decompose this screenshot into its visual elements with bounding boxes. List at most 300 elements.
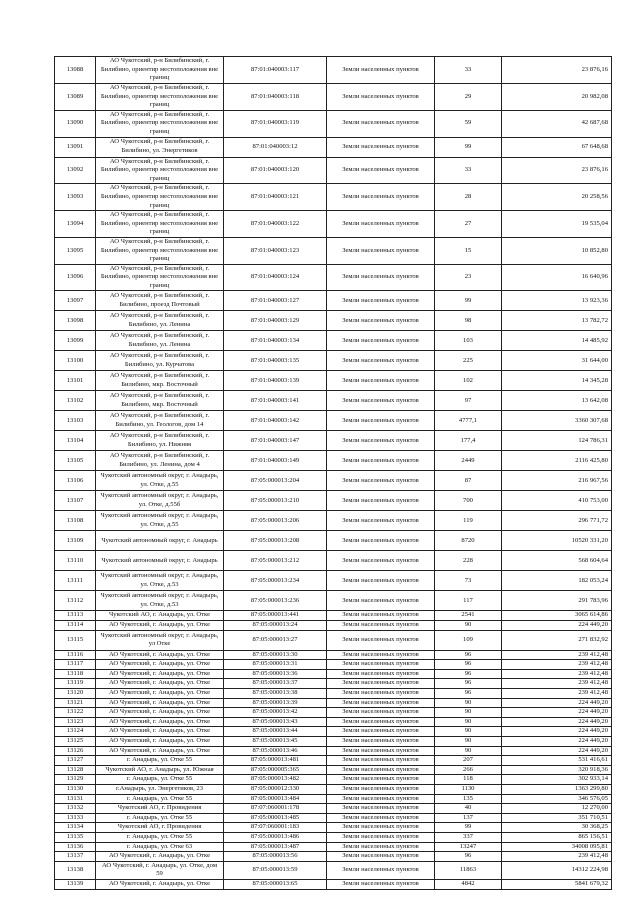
cell-area: 137 — [435, 813, 502, 823]
cell-area: 102 — [435, 371, 502, 391]
table-row — [55, 531, 612, 551]
cell-cadastral-value: 224 449,20 — [502, 717, 612, 727]
cell-cadastral-number: 87:05:000013:31 — [224, 660, 327, 670]
cell-number: 13137 — [55, 852, 96, 862]
cell-cadastral-value: 13 782,72 — [502, 311, 612, 331]
cell-area: 207 — [435, 756, 502, 766]
cell-area: 99 — [435, 137, 502, 157]
cell-cadastral-value: 216 967,56 — [502, 471, 612, 491]
cell-number: 13138 — [55, 861, 96, 879]
cell-cadastral-number: 87:05:000013:441 — [224, 611, 327, 621]
cell-area: 119 — [435, 511, 502, 531]
cell-cadastral-value: 34008 095,81 — [502, 842, 612, 852]
cell-cadastral-number: 87:01:040003:141 — [224, 391, 327, 411]
cell-number: 13131 — [55, 794, 96, 804]
cell-number: 13110 — [55, 551, 96, 571]
cell-land-category: Земли населенных пунктов — [327, 291, 435, 311]
table-row — [55, 237, 612, 264]
cell-number: 13098 — [55, 311, 96, 331]
table-row — [55, 708, 612, 718]
cell-cadastral-number: 87:05:000013:37 — [224, 679, 327, 689]
cell-cadastral-value: 23 876,16 — [502, 57, 612, 84]
table-row — [55, 411, 612, 431]
cell-address: г. Анадырь, ул. Отке 63 — [96, 842, 224, 852]
cell-cadastral-value: 19 535,04 — [502, 211, 612, 238]
cell-cadastral-number: 87:05:000013:42 — [224, 708, 327, 718]
cell-area: 118 — [435, 775, 502, 785]
cell-number: 13119 — [55, 679, 96, 689]
cell-number: 13104 — [55, 431, 96, 451]
cell-number: 13126 — [55, 746, 96, 756]
cell-number: 13097 — [55, 291, 96, 311]
table-row — [55, 211, 612, 238]
cell-number: 13090 — [55, 110, 96, 137]
cell-cadastral-value: 10520 331,20 — [502, 531, 612, 551]
cell-area: 11863 — [435, 861, 502, 879]
cell-cadastral-number: 87:05:000013:234 — [224, 571, 327, 591]
cell-cadastral-value: 865 156,51 — [502, 832, 612, 842]
cell-cadastral-value: 13 923,36 — [502, 291, 612, 311]
cell-number: 13101 — [55, 371, 96, 391]
cell-number: 13125 — [55, 737, 96, 747]
cell-cadastral-value: 124 786,31 — [502, 431, 612, 451]
table-row — [55, 879, 612, 889]
table-row — [55, 650, 612, 660]
cell-land-category: Земли населенных пунктов — [327, 511, 435, 531]
cell-land-category: Земли населенных пунктов — [327, 669, 435, 679]
cell-cadastral-number: 87:05:000013:486 — [224, 832, 327, 842]
table-row — [55, 784, 612, 794]
cell-address: АО Чукотский, г. Анадырь, ул. Отке — [96, 669, 224, 679]
cell-cadastral-value: 10 852,80 — [502, 237, 612, 264]
cell-address: Чукотский автономный округ, г. Анадырь — [96, 531, 224, 551]
table-row — [55, 371, 612, 391]
cell-land-category: Земли населенных пунктов — [327, 689, 435, 699]
cell-area: 96 — [435, 650, 502, 660]
cell-land-category: Земли населенных пунктов — [327, 331, 435, 351]
cell-land-category: Земли населенных пунктов — [327, 110, 435, 137]
cell-area: 40 — [435, 804, 502, 814]
cell-address: АО Чукотский, г. Анадырь, ул. Отке — [96, 621, 224, 631]
cell-area: 33 — [435, 57, 502, 84]
cell-cadastral-number: 87:01:040003:134 — [224, 331, 327, 351]
cell-cadastral-number: 87:05:000013:481 — [224, 756, 327, 766]
table-row — [55, 451, 612, 471]
cell-land-category: Земли населенных пунктов — [327, 311, 435, 331]
cell-land-category: Земли населенных пунктов — [327, 351, 435, 371]
cell-cadastral-value: 42 687,68 — [502, 110, 612, 137]
cell-cadastral-value: 182 053,24 — [502, 571, 612, 591]
cell-cadastral-number: 87:05:000013:206 — [224, 511, 327, 531]
cell-cadastral-value: 271 832,92 — [502, 630, 612, 650]
table-row — [55, 775, 612, 785]
cell-number: 13096 — [55, 264, 96, 291]
cell-cadastral-value: 410 753,00 — [502, 491, 612, 511]
cell-address: АО Чукотский, г. Анадырь, ул. Отке — [96, 689, 224, 699]
cell-address: АО Чукотский, р-н Билибинский, г. Билибино, ориентир местоположения вне границ — [96, 57, 224, 84]
cell-cadastral-value: 30 368,25 — [502, 823, 612, 833]
cell-address: АО Чукотский, г. Анадырь, ул. Отке — [96, 737, 224, 747]
table-row — [55, 842, 612, 852]
cell-cadastral-value: 14 485,92 — [502, 331, 612, 351]
cell-cadastral-value: 302 933,14 — [502, 775, 612, 785]
table-row — [55, 852, 612, 862]
cell-cadastral-value: 224 449,20 — [502, 746, 612, 756]
cell-cadastral-value: 351 710,51 — [502, 813, 612, 823]
cell-address: Чукотский автономный округ, г. Анадырь, ул. Отке, д.55 — [96, 511, 224, 531]
cell-area: 4777,1 — [435, 411, 502, 431]
cell-land-category: Земли населенных пунктов — [327, 571, 435, 591]
cell-land-category: Земли населенных пунктов — [327, 264, 435, 291]
cell-cadastral-value: 13 642,08 — [502, 391, 612, 411]
cell-cadastral-value: 239 412,48 — [502, 679, 612, 689]
table-row — [55, 551, 612, 571]
cell-area: 59 — [435, 110, 502, 137]
cell-cadastral-value: 239 412,48 — [502, 689, 612, 699]
cell-address: АО Чукотский, р-н Билибинский, г. Билибино, ул. Геологов, дом 14 — [96, 411, 224, 431]
cell-address: АО Чукотский, р-н Билибинский, г. Билибино, ориентир местоположения вне границ — [96, 211, 224, 238]
cell-cadastral-value: 224 449,20 — [502, 621, 612, 631]
cell-number: 13094 — [55, 211, 96, 238]
cell-address: г. Анадырь, ул. Отке 55 — [96, 813, 224, 823]
cell-cadastral-number: 87:01:040003:124 — [224, 264, 327, 291]
table-row — [55, 630, 612, 650]
cell-cadastral-value: 224 449,20 — [502, 727, 612, 737]
cell-cadastral-value: 14312 224,98 — [502, 861, 612, 879]
cell-number: 13089 — [55, 84, 96, 111]
cell-area: 96 — [435, 852, 502, 862]
table-row — [55, 351, 612, 371]
cell-number: 13133 — [55, 813, 96, 823]
cell-cadastral-number: 87:05:000013:212 — [224, 551, 327, 571]
cell-land-category: Земли населенных пунктов — [327, 679, 435, 689]
cell-area: 96 — [435, 669, 502, 679]
cell-cadastral-number: 87:05:000013:482 — [224, 775, 327, 785]
table-row — [55, 813, 612, 823]
table-row — [55, 84, 612, 111]
cell-address: Чукотский автономный округ, г. Анадырь, ул. Отке, д.53 — [96, 591, 224, 611]
cell-area: 96 — [435, 660, 502, 670]
cell-cadastral-number: 87:05:000012:330 — [224, 784, 327, 794]
table-row — [55, 331, 612, 351]
cell-area: 90 — [435, 698, 502, 708]
cell-address: АО Чукотский, г. Анадырь, ул. Отке — [96, 746, 224, 756]
cell-number: 13109 — [55, 531, 96, 551]
cell-cadastral-number: 87:05:000013:44 — [224, 727, 327, 737]
cell-address: АО Чукотский, р-н Билибинский, г. Билибино, ул. Курчатова — [96, 351, 224, 371]
table-row — [55, 511, 612, 531]
table-row — [55, 471, 612, 491]
cell-cadastral-number: 87:05:000005:365 — [224, 765, 327, 775]
cell-area: 90 — [435, 717, 502, 727]
cell-land-category: Земли населенных пунктов — [327, 708, 435, 718]
cell-area: 90 — [435, 621, 502, 631]
table-row — [55, 431, 612, 451]
cell-cadastral-number: 87:05:000013:65 — [224, 879, 327, 889]
cell-land-category: Земли населенных пунктов — [327, 451, 435, 471]
cell-address: АО Чукотский, р-н Билибинский, г. Билибино, ул. Ленина — [96, 331, 224, 351]
cell-land-category: Земли населенных пунктов — [327, 861, 435, 879]
cell-cadastral-number: 87:05:000013:24 — [224, 621, 327, 631]
table-row — [55, 698, 612, 708]
cell-cadastral-number: 87:05:000013:487 — [224, 842, 327, 852]
cell-cadastral-value: 346 576,05 — [502, 794, 612, 804]
table-row — [55, 57, 612, 84]
cell-cadastral-number: 87:05:000013:45 — [224, 737, 327, 747]
cell-area: 228 — [435, 551, 502, 571]
cell-cadastral-value: 568 604,64 — [502, 551, 612, 571]
cell-address: г. Анадырь, ул. Отке 55 — [96, 832, 224, 842]
cell-cadastral-value: 20 258,56 — [502, 184, 612, 211]
table-row — [55, 669, 612, 679]
cell-area: 15 — [435, 237, 502, 264]
cell-area: 98 — [435, 311, 502, 331]
table-row — [55, 391, 612, 411]
cell-cadastral-value: 3065 614,86 — [502, 611, 612, 621]
table-row — [55, 491, 612, 511]
cell-cadastral-number: 87:05:000013:208 — [224, 531, 327, 551]
cell-cadastral-number: 87:05:000013:30 — [224, 650, 327, 660]
cell-land-category: Земли населенных пунктов — [327, 551, 435, 571]
cell-land-category: Земли населенных пунктов — [327, 823, 435, 833]
cell-address: АО Чукотский, р-н Билибинский, г. Билибино, ул. Ленина, дом 4 — [96, 451, 224, 471]
cell-cadastral-value: 531 416,61 — [502, 756, 612, 766]
cell-address: Чукотский автономный округ, г. Анадырь, ул. Отке, д.53 — [96, 571, 224, 591]
cell-cadastral-number: 87:01:040003:129 — [224, 311, 327, 331]
table-row — [55, 311, 612, 331]
cell-land-category: Земли населенных пунктов — [327, 794, 435, 804]
cell-address: г. Анадырь, ул. Отке 55 — [96, 775, 224, 785]
table-row — [55, 571, 612, 591]
cell-land-category: Земли населенных пунктов — [327, 737, 435, 747]
cell-address: АО Чукотский, г. Анадырь, ул. Отке — [96, 679, 224, 689]
cell-area: 90 — [435, 746, 502, 756]
cell-area: 266 — [435, 765, 502, 775]
cell-area: 135 — [435, 794, 502, 804]
cell-cadastral-value: 23 876,16 — [502, 157, 612, 184]
cell-area: 90 — [435, 737, 502, 747]
cell-land-category: Земли населенных пунктов — [327, 879, 435, 889]
cell-number: 13117 — [55, 660, 96, 670]
cell-area: 117 — [435, 591, 502, 611]
cell-land-category: Земли населенных пунктов — [327, 57, 435, 84]
cell-land-category: Земли населенных пунктов — [327, 804, 435, 814]
cell-land-category: Земли населенных пунктов — [327, 411, 435, 431]
cell-cadastral-number: 87:01:040003:149 — [224, 451, 327, 471]
cell-area: 97 — [435, 391, 502, 411]
cell-land-category: Земли населенных пунктов — [327, 717, 435, 727]
table-row — [55, 804, 612, 814]
cell-land-category: Земли населенных пунктов — [327, 630, 435, 650]
cell-number: 13105 — [55, 451, 96, 471]
cell-land-category: Земли населенных пунктов — [327, 775, 435, 785]
cell-cadastral-number: 87:01:040003:119 — [224, 110, 327, 137]
cell-number: 13129 — [55, 775, 96, 785]
cell-cadastral-number: 87:01:040003:12 — [224, 137, 327, 157]
cell-number: 13113 — [55, 611, 96, 621]
cell-number: 13099 — [55, 331, 96, 351]
cell-area: 90 — [435, 708, 502, 718]
cell-land-category: Земли населенных пунктов — [327, 237, 435, 264]
cell-cadastral-value: 239 412,48 — [502, 852, 612, 862]
table-row — [55, 660, 612, 670]
cell-address: АО Чукотский, р-н Билибинский, г. Билибино, ориентир местоположения вне границ — [96, 184, 224, 211]
cell-area: 33 — [435, 157, 502, 184]
cell-cadastral-number: 87:05:000013:485 — [224, 813, 327, 823]
cell-area: 90 — [435, 727, 502, 737]
cell-cadastral-number: 87:05:000013:204 — [224, 471, 327, 491]
cell-address: АО Чукотский, р-н Билибинский, г. Билибино, ориентир местоположения вне границ — [96, 264, 224, 291]
cell-land-category: Земли населенных пунктов — [327, 531, 435, 551]
cell-cadastral-value: 16 640,96 — [502, 264, 612, 291]
cell-number: 13122 — [55, 708, 96, 718]
cell-area: 103 — [435, 331, 502, 351]
table-row — [55, 679, 612, 689]
cell-cadastral-value: 20 982,08 — [502, 84, 612, 111]
cell-address: АО Чукотский, р-н Билибинский, г. Билибино, ориентир местоположения вне границ — [96, 110, 224, 137]
table-row — [55, 157, 612, 184]
cell-cadastral-value: 5841 679,32 — [502, 879, 612, 889]
cell-area: 27 — [435, 211, 502, 238]
cell-cadastral-value: 67 648,68 — [502, 137, 612, 157]
cell-number: 13107 — [55, 491, 96, 511]
cell-number: 13118 — [55, 669, 96, 679]
cell-number: 13121 — [55, 698, 96, 708]
table-row — [55, 110, 612, 137]
cell-cadastral-value: 12 270,00 — [502, 804, 612, 814]
table-row — [55, 737, 612, 747]
cell-cadastral-value: 2116 425,80 — [502, 451, 612, 471]
cell-cadastral-number: 87:01:040003:142 — [224, 411, 327, 431]
cell-number: 13124 — [55, 727, 96, 737]
cell-cadastral-number: 87:01:040003:135 — [224, 351, 327, 371]
cell-cadastral-number: 87:01:040003:118 — [224, 84, 327, 111]
cell-address: АО Чукотский, г. Анадырь, ул. Отке — [96, 727, 224, 737]
cell-area: 87 — [435, 471, 502, 491]
table-row — [55, 291, 612, 311]
cell-land-category: Земли населенных пунктов — [327, 371, 435, 391]
cell-area: 28 — [435, 184, 502, 211]
table-row — [55, 591, 612, 611]
cell-area: 23 — [435, 264, 502, 291]
cell-land-category: Земли населенных пунктов — [327, 813, 435, 823]
cell-address: Чукотский автономный округ, г. Анадырь, ул. Отке, д.55 — [96, 471, 224, 491]
cell-land-category: Земли населенных пунктов — [327, 211, 435, 238]
cell-land-category: Земли населенных пунктов — [327, 431, 435, 451]
cell-cadastral-value: 14 345,28 — [502, 371, 612, 391]
cell-area: 99 — [435, 291, 502, 311]
cell-number: 13114 — [55, 621, 96, 631]
cell-cadastral-value: 224 449,20 — [502, 698, 612, 708]
cell-land-category: Земли населенных пунктов — [327, 611, 435, 621]
cell-cadastral-value: 1363 299,80 — [502, 784, 612, 794]
cell-cadastral-number: 87:05:000013:43 — [224, 717, 327, 727]
cell-cadastral-value: 3360 307,68 — [502, 411, 612, 431]
cell-cadastral-value: 239 412,48 — [502, 650, 612, 660]
table-row — [55, 746, 612, 756]
cell-cadastral-number: 87:07:060001:183 — [224, 823, 327, 833]
cell-address: Чукотский автономный округ, г. Анадырь, ул. Отке, д.55б — [96, 491, 224, 511]
cell-address: АО Чукотский, р-н Билибинский, г. Билибино, ул. Ленина — [96, 311, 224, 331]
cell-address: АО Чукотский, р-н Билибинский, г. Билибино, мкр. Восточный — [96, 371, 224, 391]
cell-area: 225 — [435, 351, 502, 371]
cell-number: 13111 — [55, 571, 96, 591]
table-row — [55, 621, 612, 631]
cell-address: АО Чукотский, р-н Билибинский, г. Билибино, ул. Энергетиков — [96, 137, 224, 157]
cell-number: 13127 — [55, 756, 96, 766]
cell-land-category: Земли населенных пунктов — [327, 650, 435, 660]
table-row — [55, 264, 612, 291]
cell-cadastral-value: 224 449,20 — [502, 708, 612, 718]
cell-cadastral-value: 239 412,48 — [502, 660, 612, 670]
cell-number: 13092 — [55, 157, 96, 184]
cell-cadastral-number: 87:01:040003:127 — [224, 291, 327, 311]
cell-cadastral-value: 239 412,48 — [502, 669, 612, 679]
cell-cadastral-number: 87:07:060001:178 — [224, 804, 327, 814]
cell-cadastral-number: 87:05:000013:38 — [224, 689, 327, 699]
cell-cadastral-value: 296 771,72 — [502, 511, 612, 531]
cell-number: 13128 — [55, 765, 96, 775]
table-row — [55, 794, 612, 804]
cell-land-category: Земли населенных пунктов — [327, 621, 435, 631]
cell-number: 13095 — [55, 237, 96, 264]
table-row — [55, 832, 612, 842]
cell-area: 8720 — [435, 531, 502, 551]
table-row — [55, 611, 612, 621]
cell-cadastral-number: 87:01:040003:120 — [224, 157, 327, 184]
cell-land-category: Земли населенных пунктов — [327, 727, 435, 737]
cell-land-category: Земли населенных пунктов — [327, 184, 435, 211]
cell-number: 13102 — [55, 391, 96, 411]
cell-number: 13134 — [55, 823, 96, 833]
cell-number: 13106 — [55, 471, 96, 491]
cell-cadastral-number: 87:05:000013:36 — [224, 669, 327, 679]
table-row — [55, 717, 612, 727]
cell-address: Чукотский АО, г. Провидения — [96, 823, 224, 833]
cell-address: Чукотский АО, г. Анадырь, ул. Отке — [96, 611, 224, 621]
cell-land-category: Земли населенных пунктов — [327, 784, 435, 794]
cell-address: АО Чукотский, р-н Билибинский, г. Билибино, ориентир местоположения вне границ — [96, 84, 224, 111]
cell-number: 13112 — [55, 591, 96, 611]
cell-land-category: Земли населенных пунктов — [327, 137, 435, 157]
cell-area: 99 — [435, 823, 502, 833]
table-row — [55, 765, 612, 775]
cell-area: 700 — [435, 491, 502, 511]
cell-address: АО Чукотский, г. Анадырь, ул. Отке — [96, 660, 224, 670]
table-row — [55, 727, 612, 737]
cell-cadastral-value: 224 449,20 — [502, 737, 612, 747]
cell-address: АО Чукотский, р-н Билибинский, г. Билибино, ориентир местоположения вне границ — [96, 157, 224, 184]
cell-number: 13115 — [55, 630, 96, 650]
cell-land-category: Земли населенных пунктов — [327, 84, 435, 111]
cell-address: АО Чукотский, р-н Билибинский, г. Билибино, ул. Нижняя — [96, 431, 224, 451]
document-page — [54, 56, 611, 890]
cell-land-category: Земли населенных пунктов — [327, 852, 435, 862]
cell-cadastral-number: 87:05:000013:59 — [224, 861, 327, 879]
cell-cadastral-value: 31 644,00 — [502, 351, 612, 371]
cell-area: 96 — [435, 689, 502, 699]
cell-cadastral-value: 291 783,96 — [502, 591, 612, 611]
cell-address: Чукотский АО, г. Провидения — [96, 804, 224, 814]
table-row — [55, 861, 612, 879]
cell-number: 13120 — [55, 689, 96, 699]
cell-address: АО Чукотский, г. Анадырь, ул. Отке — [96, 698, 224, 708]
cell-cadastral-number: 87:05:000013:56 — [224, 852, 327, 862]
table-row — [55, 689, 612, 699]
cell-address: АО Чукотский, г. Анадырь, ул. Отке — [96, 708, 224, 718]
cell-area: 1130 — [435, 784, 502, 794]
cell-land-category: Земли населенных пунктов — [327, 765, 435, 775]
